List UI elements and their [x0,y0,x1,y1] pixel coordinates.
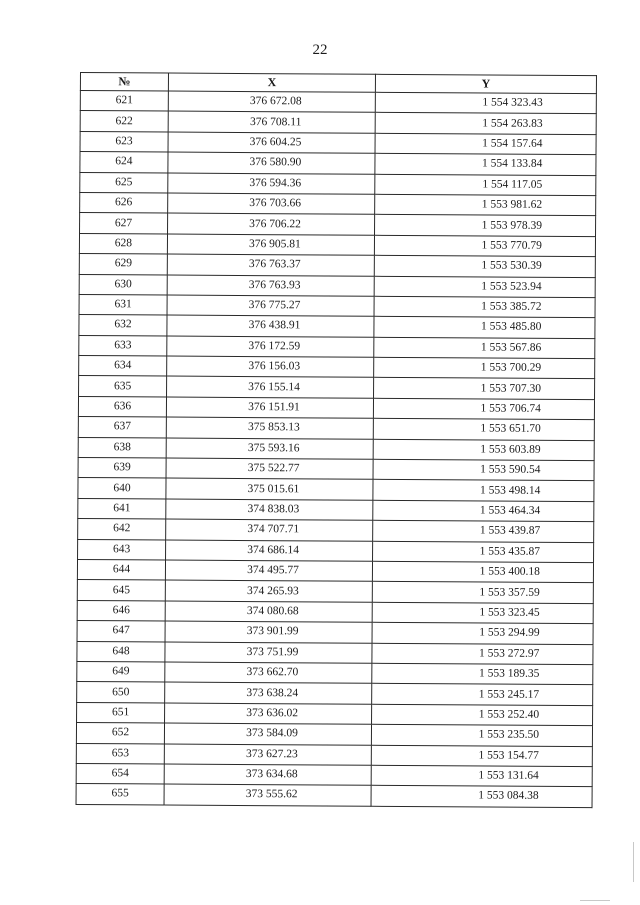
header-y: Y [375,74,596,93]
point-number-cell: 640 [78,478,166,499]
x-coordinate-cell: 373 584.09 [164,723,371,745]
point-number-cell: 651 [77,702,165,723]
point-number-cell: 625 [80,172,168,193]
scan-edge-mark [580,900,610,901]
x-coordinate-cell: 375 522.77 [166,458,373,480]
y-coordinate-cell: 1 553 700.29 [374,357,595,379]
point-number-cell: 621 [80,91,168,112]
x-coordinate-cell: 373 627.23 [164,744,371,766]
x-coordinate-cell: 375 593.16 [166,438,373,460]
x-coordinate-cell: 375 015.61 [166,478,373,500]
scan-edge-mark [633,842,634,882]
point-number-cell: 630 [79,274,167,295]
y-coordinate-cell: 1 553 439.87 [373,520,594,542]
point-number-cell: 642 [78,519,166,540]
x-coordinate-cell: 376 672.08 [168,91,375,113]
y-coordinate-cell: 1 553 978.39 [375,215,596,237]
header-number: № [80,73,168,92]
x-coordinate-cell: 373 636.02 [165,703,372,725]
y-coordinate-cell: 1 553 530.39 [374,255,595,277]
table-body [76,91,596,808]
point-number-cell: 638 [78,437,166,458]
point-number-cell: 631 [79,294,167,315]
y-coordinate-cell: 1 553 707.30 [374,378,595,400]
x-coordinate-cell: 376 703.66 [168,193,375,215]
x-coordinate-cell: 376 438.91 [167,315,374,337]
x-coordinate-cell: 376 151.91 [166,397,373,419]
point-number-cell: 655 [76,784,164,805]
point-number-cell: 627 [80,213,168,234]
y-coordinate-cell: 1 553 245.17 [372,684,593,706]
x-coordinate-cell: 376 580.90 [168,152,375,174]
y-coordinate-cell: 1 553 464.34 [373,500,594,522]
x-coordinate-cell: 376 708.11 [168,111,375,133]
y-coordinate-cell: 1 553 523.94 [374,276,595,298]
y-coordinate-cell: 1 553 235.50 [371,724,592,746]
x-coordinate-cell: 374 495.77 [165,560,372,582]
point-number-cell: 622 [80,111,168,132]
x-coordinate-cell: 373 901.99 [165,621,372,643]
y-coordinate-cell: 1 553 498.14 [373,480,594,502]
y-coordinate-cell: 1 553 272.97 [372,643,593,665]
point-number-cell: 623 [80,131,168,152]
y-coordinate-cell: 1 554 157.64 [375,133,596,155]
y-coordinate-cell: 1 553 323.45 [372,602,593,624]
y-coordinate-cell: 1 553 154.77 [371,745,592,767]
point-number-cell: 654 [76,763,164,784]
coordinates-table [76,72,597,808]
x-coordinate-cell: 373 634.68 [164,764,371,786]
x-coordinate-cell: 376 763.37 [167,254,374,276]
y-coordinate-cell: 1 554 323.43 [375,92,596,114]
x-coordinate-cell: 376 775.27 [167,295,374,317]
table-row [76,784,592,808]
point-number-cell: 637 [78,417,166,438]
y-coordinate-cell: 1 553 385.72 [374,296,595,318]
x-coordinate-cell: 373 662.70 [165,662,372,684]
point-number-cell: 629 [79,254,167,275]
y-coordinate-cell: 1 553 084.38 [371,786,592,808]
y-coordinate-cell: 1 553 485.80 [374,317,595,339]
y-coordinate-cell: 1 553 131.64 [371,765,592,787]
y-coordinate-cell: 1 553 603.89 [373,439,594,461]
x-coordinate-cell: 374 686.14 [166,540,373,562]
point-number-cell: 648 [77,641,165,662]
y-coordinate-cell: 1 553 567.86 [374,337,595,359]
x-coordinate-cell: 376 763.93 [167,275,374,297]
x-coordinate-cell: 374 707.71 [166,519,373,541]
point-number-cell: 653 [76,743,164,764]
y-coordinate-cell: 1 553 189.35 [372,663,593,685]
point-number-cell: 647 [77,621,165,642]
y-coordinate-cell: 1 553 435.87 [373,541,594,563]
header-x: X [168,73,375,92]
page-number: 22 [312,42,328,58]
x-coordinate-cell: 373 751.99 [165,642,372,664]
point-number-cell: 634 [79,356,167,377]
x-coordinate-cell: 374 265.93 [165,580,372,602]
point-number-cell: 645 [77,580,165,601]
x-coordinate-cell: 375 853.13 [166,417,373,439]
point-number-cell: 649 [77,661,165,682]
point-number-cell: 639 [78,458,166,479]
x-coordinate-cell: 376 706.22 [168,213,375,235]
y-coordinate-cell: 1 553 400.18 [372,561,593,583]
point-number-cell: 641 [78,498,166,519]
x-coordinate-cell: 376 594.36 [168,173,375,195]
point-number-cell: 633 [79,335,167,356]
x-coordinate-cell: 373 555.62 [164,784,371,806]
point-number-cell: 643 [78,539,166,560]
x-coordinate-cell: 374 080.68 [165,601,372,623]
point-number-cell: 636 [78,396,166,417]
y-coordinate-cell: 1 553 981.62 [375,194,596,216]
y-coordinate-cell: 1 553 357.59 [372,582,593,604]
point-number-cell: 628 [79,233,167,254]
y-coordinate-cell: 1 553 770.79 [374,235,595,257]
y-coordinate-cell: 1 553 706.74 [373,398,594,420]
point-number-cell: 626 [80,192,168,213]
point-number-cell: 646 [77,600,165,621]
y-coordinate-cell: 1 554 263.83 [375,113,596,135]
x-coordinate-cell: 374 838.03 [166,499,373,521]
x-coordinate-cell: 376 155.14 [167,377,374,399]
point-number-cell: 644 [77,559,165,580]
x-coordinate-cell: 376 905.81 [167,234,374,256]
point-number-cell: 632 [79,315,167,336]
y-coordinate-cell: 1 554 117.05 [375,174,596,196]
x-coordinate-cell: 376 604.25 [168,132,375,154]
y-coordinate-cell: 1 553 590.54 [373,459,594,481]
y-coordinate-cell: 1 553 651.70 [373,419,594,441]
y-coordinate-cell: 1 554 133.84 [375,153,596,175]
point-number-cell: 650 [77,682,165,703]
point-number-cell: 652 [76,723,164,744]
x-coordinate-cell: 376 156.03 [167,356,374,378]
point-number-cell: 624 [80,152,168,173]
x-coordinate-cell: 373 638.24 [165,682,372,704]
y-coordinate-cell: 1 553 294.99 [372,622,593,644]
x-coordinate-cell: 376 172.59 [167,336,374,358]
y-coordinate-cell: 1 553 252.40 [372,704,593,726]
point-number-cell: 635 [79,376,167,397]
